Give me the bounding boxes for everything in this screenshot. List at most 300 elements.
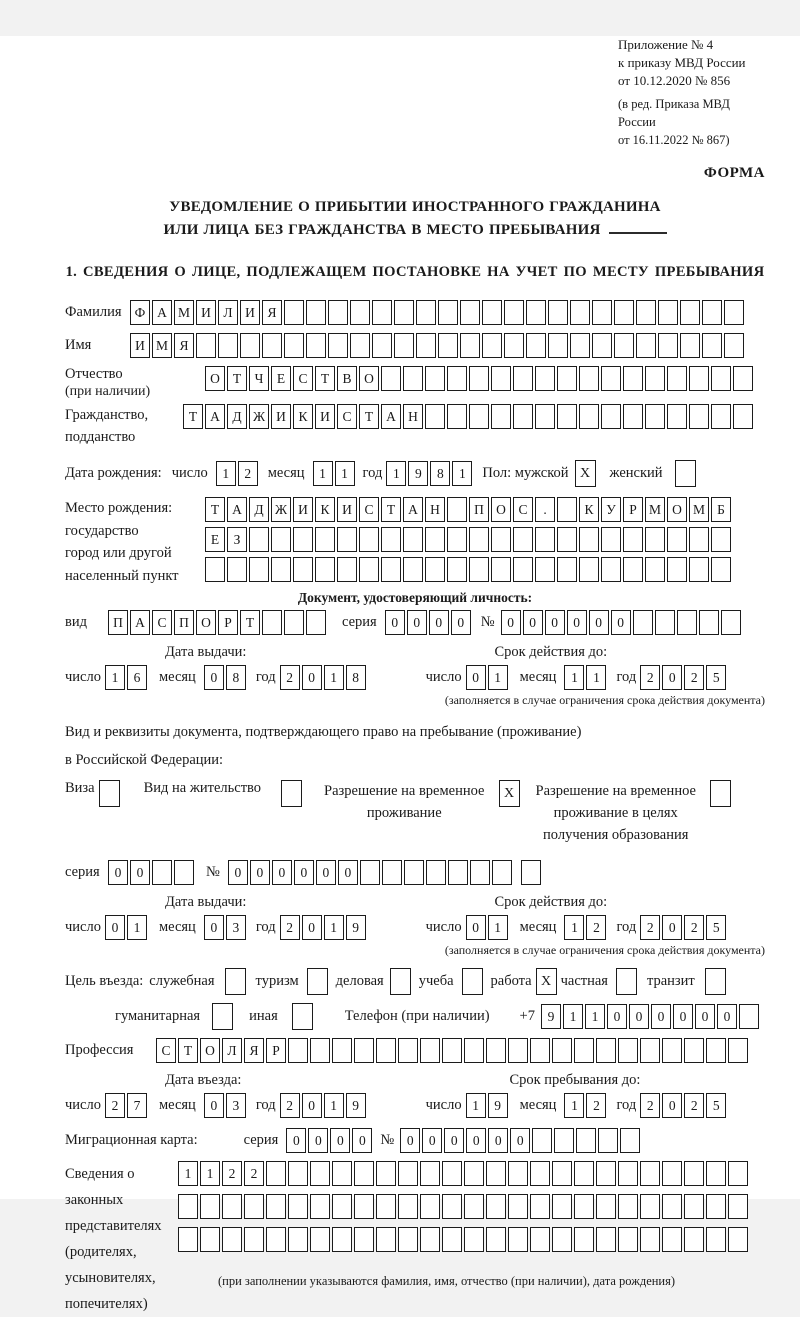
given-name-cells-char[interactable] <box>592 333 612 358</box>
profession-cells-char[interactable] <box>354 1038 374 1063</box>
representatives-cells-row2-char[interactable] <box>376 1194 396 1219</box>
birth-place-cells-row1-char[interactable]: У <box>601 497 621 522</box>
birth-place-cells-row2-char[interactable] <box>425 527 445 552</box>
id-number-cells-char[interactable] <box>699 610 719 635</box>
birth-place-cells-row1-char[interactable]: С <box>359 497 379 522</box>
representatives-cells-row3-char[interactable] <box>552 1227 572 1252</box>
citizenship-cells-char[interactable]: А <box>381 404 401 429</box>
birth-place-cells-row1-char[interactable] <box>447 497 467 522</box>
birth-place-cells-row1-char[interactable]: Т <box>381 497 401 522</box>
patronymic-cells-char[interactable] <box>557 366 577 391</box>
profession-cells-char[interactable] <box>332 1038 352 1063</box>
birth-month-cells-char[interactable]: 1 <box>335 461 355 486</box>
patronymic-cells-char[interactable] <box>403 366 423 391</box>
birth-place-cells-row1-char[interactable]: С <box>513 497 533 522</box>
citizenship-cells-char[interactable] <box>557 404 577 429</box>
patronymic-cells-char[interactable]: О <box>205 366 225 391</box>
birth-place-cells-row3-char[interactable] <box>205 557 225 582</box>
profession-cells-char[interactable] <box>596 1038 616 1063</box>
birth-place-cells-row3-char[interactable] <box>249 557 269 582</box>
given-name-cells-char[interactable] <box>482 333 502 358</box>
representatives-cells-row1-char[interactable] <box>332 1161 352 1186</box>
birth-place-cells-row2-char[interactable]: З <box>227 527 247 552</box>
patronymic-cells-char[interactable] <box>535 366 555 391</box>
birth-day-cells-char[interactable]: 1 <box>216 461 236 486</box>
permit-valid-year-cells-char[interactable]: 0 <box>662 915 682 940</box>
given-name-cells-char[interactable] <box>570 333 590 358</box>
birth-place-cells-row1-char[interactable]: М <box>689 497 709 522</box>
profession-cells-char[interactable]: Т <box>178 1038 198 1063</box>
birth-place-cells-row3-char[interactable] <box>711 557 731 582</box>
permit-series-cells-char[interactable] <box>174 860 194 885</box>
representatives-cells-row3-char[interactable] <box>508 1227 528 1252</box>
birth-place-cells-row1-char[interactable]: И <box>293 497 313 522</box>
checkbox-temp-residence[interactable]: X <box>499 780 520 807</box>
birth-place-cells-row2-char[interactable] <box>579 527 599 552</box>
given-name-cells-char[interactable] <box>262 333 282 358</box>
representatives-cells-row3-char[interactable] <box>200 1227 220 1252</box>
profession-cells-char[interactable] <box>530 1038 550 1063</box>
permit-valid-month-cells-char[interactable]: 1 <box>564 915 584 940</box>
migration-number-cells-char[interactable] <box>576 1128 596 1153</box>
birth-place-cells-row3-char[interactable] <box>601 557 621 582</box>
permit-issue-month-cells-char[interactable]: 3 <box>226 915 246 940</box>
id-valid-day-cells-char[interactable]: 1 <box>488 665 508 690</box>
id-issue-day-cells-char[interactable]: 1 <box>105 665 125 690</box>
representatives-cells-row1-char[interactable] <box>530 1161 550 1186</box>
patronymic-cells-char[interactable] <box>733 366 753 391</box>
permit-number-cells-char[interactable] <box>492 860 512 885</box>
citizenship-cells-char[interactable] <box>579 404 599 429</box>
phone-cells-char[interactable]: 0 <box>717 1004 737 1029</box>
birth-place-cells-row2-char[interactable] <box>689 527 709 552</box>
representatives-cells-row3-char[interactable] <box>706 1227 726 1252</box>
profession-cells-char[interactable] <box>464 1038 484 1063</box>
representatives-cells-row2-char[interactable] <box>420 1194 440 1219</box>
representatives-cells-row1-char[interactable] <box>376 1161 396 1186</box>
checkbox-purpose-other[interactable] <box>292 1003 313 1030</box>
given-name-cells-char[interactable] <box>658 333 678 358</box>
birth-place-cells-row3-char[interactable] <box>623 557 643 582</box>
patronymic-cells-char[interactable] <box>469 366 489 391</box>
permit-number-cells-char[interactable] <box>448 860 468 885</box>
profession-cells-char[interactable]: Л <box>222 1038 242 1063</box>
birth-place-cells-row3-char[interactable] <box>403 557 423 582</box>
permit-issue-month-cells-char[interactable]: 0 <box>204 915 224 940</box>
profession-cells-char[interactable]: С <box>156 1038 176 1063</box>
profession-cells-char[interactable] <box>574 1038 594 1063</box>
birth-place-cells-row2-char[interactable] <box>623 527 643 552</box>
permit-number-extra-cell-char[interactable] <box>521 860 541 885</box>
id-number-cells-char[interactable] <box>655 610 675 635</box>
representatives-cells-row3-char[interactable] <box>684 1227 704 1252</box>
stay-day-cells-char[interactable]: 1 <box>466 1093 486 1118</box>
patronymic-cells-char[interactable]: О <box>359 366 379 391</box>
birth-place-cells-row1-char[interactable]: О <box>667 497 687 522</box>
profession-cells-char[interactable] <box>376 1038 396 1063</box>
representatives-cells-row1-char[interactable]: 2 <box>222 1161 242 1186</box>
permit-issue-year-cells-char[interactable]: 1 <box>324 915 344 940</box>
birth-place-cells-row2-char[interactable] <box>535 527 555 552</box>
representatives-cells-row3-char[interactable] <box>486 1227 506 1252</box>
representatives-cells-row2-char[interactable] <box>618 1194 638 1219</box>
birth-place-cells-row2-char[interactable] <box>469 527 489 552</box>
surname-cells-char[interactable] <box>438 300 458 325</box>
given-name-cells-char[interactable]: И <box>130 333 150 358</box>
representatives-cells-row1-char[interactable] <box>486 1161 506 1186</box>
representatives-cells-row1-char[interactable] <box>640 1161 660 1186</box>
surname-cells-char[interactable] <box>306 300 326 325</box>
phone-cells-char[interactable]: 0 <box>651 1004 671 1029</box>
citizenship-cells-char[interactable] <box>491 404 511 429</box>
migration-number-cells-char[interactable] <box>554 1128 574 1153</box>
birth-place-cells-row3-char[interactable] <box>667 557 687 582</box>
surname-cells-char[interactable]: Л <box>218 300 238 325</box>
given-name-cells-char[interactable] <box>328 333 348 358</box>
permit-number-cells-char[interactable]: 0 <box>228 860 248 885</box>
profession-cells-char[interactable] <box>486 1038 506 1063</box>
permit-issue-day-cells-char[interactable]: 1 <box>127 915 147 940</box>
given-name-cells-char[interactable]: Я <box>174 333 194 358</box>
entry-day-cells-char[interactable]: 2 <box>105 1093 125 1118</box>
patronymic-cells-char[interactable] <box>645 366 665 391</box>
id-issue-year-cells-char[interactable]: 2 <box>280 665 300 690</box>
entry-day-cells-char[interactable]: 7 <box>127 1093 147 1118</box>
migration-number-cells-char[interactable]: 0 <box>422 1128 442 1153</box>
id-number-cells-char[interactable]: 0 <box>567 610 587 635</box>
given-name-cells-char[interactable] <box>438 333 458 358</box>
id-number-cells-char[interactable]: 0 <box>589 610 609 635</box>
citizenship-cells-char[interactable] <box>469 404 489 429</box>
phone-cells-char[interactable]: 1 <box>585 1004 605 1029</box>
migration-series-cells-char[interactable]: 0 <box>308 1128 328 1153</box>
id-series-cells-char[interactable]: 0 <box>407 610 427 635</box>
doc-kind-cells-char[interactable] <box>284 610 304 635</box>
birth-place-cells-row3-char[interactable] <box>447 557 467 582</box>
migration-number-cells-char[interactable] <box>598 1128 618 1153</box>
representatives-cells-row3-char[interactable] <box>530 1227 550 1252</box>
checkbox-purpose-work[interactable]: X <box>536 968 557 995</box>
representatives-cells-row3-char[interactable] <box>222 1227 242 1252</box>
checkbox-purpose-official[interactable] <box>225 968 246 995</box>
given-name-cells-char[interactable]: М <box>152 333 172 358</box>
representatives-cells-row2-char[interactable] <box>464 1194 484 1219</box>
id-valid-month-cells-char[interactable]: 1 <box>564 665 584 690</box>
birth-place-cells-row1-char[interactable]: . <box>535 497 555 522</box>
birth-place-cells-row2-char[interactable] <box>667 527 687 552</box>
stay-month-cells-char[interactable]: 1 <box>564 1093 584 1118</box>
checkbox-purpose-humanitarian[interactable] <box>212 1003 233 1030</box>
entry-year-cells-char[interactable]: 2 <box>280 1093 300 1118</box>
birth-place-cells-row3-char[interactable] <box>557 557 577 582</box>
profession-cells-char[interactable] <box>398 1038 418 1063</box>
patronymic-cells-char[interactable] <box>447 366 467 391</box>
id-issue-year-cells-char[interactable]: 0 <box>302 665 322 690</box>
surname-cells-char[interactable] <box>702 300 722 325</box>
given-name-cells-char[interactable] <box>284 333 304 358</box>
citizenship-cells-char[interactable]: Д <box>227 404 247 429</box>
representatives-cells-row2-char[interactable] <box>508 1194 528 1219</box>
doc-kind-cells-char[interactable]: Т <box>240 610 260 635</box>
birth-place-cells-row1-char[interactable]: И <box>337 497 357 522</box>
representatives-cells-row1-char[interactable]: 1 <box>178 1161 198 1186</box>
patronymic-cells-char[interactable]: С <box>293 366 313 391</box>
permit-issue-year-cells-char[interactable]: 2 <box>280 915 300 940</box>
citizenship-cells-char[interactable] <box>447 404 467 429</box>
stay-day-cells-char[interactable]: 9 <box>488 1093 508 1118</box>
surname-cells-char[interactable] <box>570 300 590 325</box>
representatives-cells-row1-char[interactable] <box>354 1161 374 1186</box>
representatives-cells-row1-char[interactable] <box>552 1161 572 1186</box>
representatives-cells-row3-char[interactable] <box>288 1227 308 1252</box>
surname-cells-char[interactable] <box>592 300 612 325</box>
id-valid-year-cells-char[interactable]: 2 <box>684 665 704 690</box>
stay-year-cells-char[interactable]: 0 <box>662 1093 682 1118</box>
permit-valid-year-cells-char[interactable]: 2 <box>684 915 704 940</box>
birth-year-cells-char[interactable]: 1 <box>386 461 406 486</box>
surname-cells-char[interactable] <box>680 300 700 325</box>
representatives-cells-row3-char[interactable] <box>640 1227 660 1252</box>
given-name-cells-char[interactable] <box>504 333 524 358</box>
patronymic-cells-char[interactable] <box>513 366 533 391</box>
surname-cells-char[interactable]: М <box>174 300 194 325</box>
representatives-cells-row3-char[interactable] <box>354 1227 374 1252</box>
permit-valid-day-cells-char[interactable]: 0 <box>466 915 486 940</box>
patronymic-cells-char[interactable] <box>667 366 687 391</box>
surname-cells-char[interactable] <box>460 300 480 325</box>
given-name-cells-char[interactable] <box>460 333 480 358</box>
birth-place-cells-row1-char[interactable]: А <box>403 497 423 522</box>
id-valid-year-cells-char[interactable]: 0 <box>662 665 682 690</box>
representatives-cells-row1-char[interactable] <box>464 1161 484 1186</box>
citizenship-cells-char[interactable] <box>689 404 709 429</box>
birth-day-cells-char[interactable]: 2 <box>238 461 258 486</box>
permit-number-cells-char[interactable] <box>404 860 424 885</box>
given-name-cells-char[interactable] <box>306 333 326 358</box>
birth-place-cells-row3-char[interactable] <box>645 557 665 582</box>
surname-cells-char[interactable]: А <box>152 300 172 325</box>
birth-place-cells-row1-char[interactable]: Т <box>205 497 225 522</box>
doc-kind-cells-char[interactable]: А <box>130 610 150 635</box>
representatives-cells-row2-char[interactable] <box>310 1194 330 1219</box>
citizenship-cells-char[interactable]: Т <box>359 404 379 429</box>
birth-place-cells-row1-char[interactable]: М <box>645 497 665 522</box>
citizenship-cells-char[interactable] <box>733 404 753 429</box>
checkbox-purpose-business[interactable] <box>390 968 411 995</box>
birth-place-cells-row3-char[interactable] <box>425 557 445 582</box>
profession-cells-char[interactable] <box>508 1038 528 1063</box>
citizenship-cells-char[interactable]: И <box>271 404 291 429</box>
checkbox-purpose-transit[interactable] <box>705 968 726 995</box>
doc-kind-cells-char[interactable] <box>262 610 282 635</box>
surname-cells-char[interactable]: И <box>240 300 260 325</box>
permit-number-cells-char[interactable] <box>382 860 402 885</box>
representatives-cells-row2-char[interactable] <box>706 1194 726 1219</box>
birth-place-cells-row3-char[interactable] <box>579 557 599 582</box>
representatives-cells-row2-char[interactable] <box>486 1194 506 1219</box>
patronymic-cells-char[interactable] <box>711 366 731 391</box>
representatives-cells-row3-char[interactable] <box>420 1227 440 1252</box>
profession-cells-char[interactable] <box>662 1038 682 1063</box>
surname-cells-char[interactable] <box>394 300 414 325</box>
patronymic-cells-char[interactable]: В <box>337 366 357 391</box>
representatives-cells-row3-char[interactable] <box>398 1227 418 1252</box>
stay-year-cells-char[interactable]: 2 <box>640 1093 660 1118</box>
entry-year-cells-char[interactable]: 1 <box>324 1093 344 1118</box>
migration-series-cells-char[interactable]: 0 <box>330 1128 350 1153</box>
id-series-cells-char[interactable]: 0 <box>451 610 471 635</box>
representatives-cells-row1-char[interactable] <box>662 1161 682 1186</box>
permit-number-cells-char[interactable]: 0 <box>272 860 292 885</box>
surname-cells-char[interactable]: Ф <box>130 300 150 325</box>
migration-number-cells-char[interactable]: 0 <box>510 1128 530 1153</box>
birth-place-cells-row2-char[interactable] <box>315 527 335 552</box>
id-series-cells-char[interactable]: 0 <box>385 610 405 635</box>
representatives-cells-row2-char[interactable] <box>222 1194 242 1219</box>
birth-place-cells-row3-char[interactable] <box>271 557 291 582</box>
id-number-cells-char[interactable] <box>677 610 697 635</box>
stay-year-cells-char[interactable]: 2 <box>684 1093 704 1118</box>
birth-place-cells-row2-char[interactable] <box>337 527 357 552</box>
id-issue-year-cells-char[interactable]: 1 <box>324 665 344 690</box>
id-issue-day-cells-char[interactable]: 6 <box>127 665 147 690</box>
permit-issue-day-cells-char[interactable]: 0 <box>105 915 125 940</box>
surname-cells-char[interactable] <box>416 300 436 325</box>
representatives-cells-row3-char[interactable] <box>596 1227 616 1252</box>
migration-number-cells-char[interactable]: 0 <box>444 1128 464 1153</box>
migration-number-cells-char[interactable]: 0 <box>488 1128 508 1153</box>
citizenship-cells-char[interactable]: А <box>205 404 225 429</box>
citizenship-cells-char[interactable] <box>623 404 643 429</box>
birth-place-cells-row1-char[interactable] <box>557 497 577 522</box>
birth-place-cells-row2-char[interactable] <box>359 527 379 552</box>
representatives-cells-row1-char[interactable] <box>288 1161 308 1186</box>
birth-year-cells-char[interactable]: 8 <box>430 461 450 486</box>
citizenship-cells-char[interactable] <box>667 404 687 429</box>
given-name-cells-char[interactable] <box>372 333 392 358</box>
birth-place-cells-row2-char[interactable] <box>403 527 423 552</box>
migration-series-cells-char[interactable]: 0 <box>352 1128 372 1153</box>
phone-cells-char[interactable]: 0 <box>695 1004 715 1029</box>
given-name-cells-char[interactable] <box>394 333 414 358</box>
permit-series-cells-char[interactable]: 0 <box>108 860 128 885</box>
id-issue-month-cells-char[interactable]: 0 <box>204 665 224 690</box>
representatives-cells-row1-char[interactable] <box>310 1161 330 1186</box>
permit-series-cells-char[interactable] <box>152 860 172 885</box>
birth-place-cells-row2-char[interactable] <box>557 527 577 552</box>
permit-valid-month-cells-char[interactable]: 2 <box>586 915 606 940</box>
permit-number-cells-char[interactable]: 0 <box>250 860 270 885</box>
birth-place-cells-row2-char[interactable] <box>711 527 731 552</box>
birth-place-cells-row3-char[interactable] <box>337 557 357 582</box>
citizenship-cells-char[interactable] <box>711 404 731 429</box>
id-number-cells-char[interactable]: 0 <box>501 610 521 635</box>
representatives-cells-row3-char[interactable] <box>728 1227 748 1252</box>
doc-kind-cells-char[interactable]: Р <box>218 610 238 635</box>
representatives-cells-row1-char[interactable] <box>574 1161 594 1186</box>
stay-month-cells-char[interactable]: 2 <box>586 1093 606 1118</box>
surname-cells-char[interactable]: И <box>196 300 216 325</box>
permit-valid-year-cells-char[interactable]: 5 <box>706 915 726 940</box>
surname-cells-char[interactable] <box>614 300 634 325</box>
patronymic-cells-char[interactable] <box>623 366 643 391</box>
surname-cells-char[interactable] <box>328 300 348 325</box>
representatives-cells-row3-char[interactable] <box>332 1227 352 1252</box>
checkbox-visa[interactable] <box>99 780 120 807</box>
phone-cells-char[interactable]: 0 <box>607 1004 627 1029</box>
birth-year-cells-char[interactable]: 9 <box>408 461 428 486</box>
birth-year-cells-char[interactable]: 1 <box>452 461 472 486</box>
representatives-cells-row2-char[interactable] <box>200 1194 220 1219</box>
representatives-cells-row1-char[interactable] <box>706 1161 726 1186</box>
patronymic-cells-char[interactable] <box>601 366 621 391</box>
birth-place-cells-row2-char[interactable] <box>491 527 511 552</box>
representatives-cells-row1-char[interactable] <box>442 1161 462 1186</box>
phone-cells-char[interactable]: 9 <box>541 1004 561 1029</box>
doc-kind-cells-char[interactable]: П <box>174 610 194 635</box>
given-name-cells-char[interactable] <box>548 333 568 358</box>
citizenship-cells-char[interactable]: Т <box>183 404 203 429</box>
surname-cells-char[interactable]: Я <box>262 300 282 325</box>
given-name-cells-char[interactable] <box>526 333 546 358</box>
birth-place-cells-row2-char[interactable] <box>293 527 313 552</box>
birth-place-cells-row3-char[interactable] <box>513 557 533 582</box>
representatives-cells-row2-char[interactable] <box>640 1194 660 1219</box>
profession-cells-char[interactable] <box>310 1038 330 1063</box>
representatives-cells-row3-char[interactable] <box>662 1227 682 1252</box>
profession-cells-char[interactable] <box>728 1038 748 1063</box>
birth-place-cells-row1-char[interactable]: О <box>491 497 511 522</box>
profession-cells-char[interactable]: Р <box>266 1038 286 1063</box>
patronymic-cells-char[interactable]: Ч <box>249 366 269 391</box>
birth-place-cells-row1-char[interactable]: П <box>469 497 489 522</box>
id-series-cells-char[interactable]: 0 <box>429 610 449 635</box>
given-name-cells-char[interactable] <box>702 333 722 358</box>
citizenship-cells-char[interactable]: Ж <box>249 404 269 429</box>
permit-valid-year-cells-char[interactable]: 2 <box>640 915 660 940</box>
birth-place-cells-row3-char[interactable] <box>491 557 511 582</box>
checkbox-female[interactable] <box>675 460 696 487</box>
citizenship-cells-char[interactable]: Н <box>403 404 423 429</box>
birth-place-cells-row1-char[interactable]: Ж <box>271 497 291 522</box>
representatives-cells-row2-char[interactable] <box>332 1194 352 1219</box>
permit-number-cells-char[interactable] <box>470 860 490 885</box>
permit-series-cells-char[interactable]: 0 <box>130 860 150 885</box>
id-number-cells-char[interactable]: 0 <box>523 610 543 635</box>
representatives-cells-row2-char[interactable] <box>266 1194 286 1219</box>
birth-place-cells-row3-char[interactable] <box>293 557 313 582</box>
birth-place-cells-row2-char[interactable]: Е <box>205 527 225 552</box>
representatives-cells-row1-char[interactable]: 1 <box>200 1161 220 1186</box>
surname-cells-char[interactable] <box>548 300 568 325</box>
permit-valid-day-cells-char[interactable]: 1 <box>488 915 508 940</box>
representatives-cells-row2-char[interactable] <box>662 1194 682 1219</box>
permit-number-cells-char[interactable]: 0 <box>316 860 336 885</box>
profession-cells-char[interactable] <box>640 1038 660 1063</box>
given-name-cells-char[interactable] <box>636 333 656 358</box>
representatives-cells-row3-char[interactable] <box>464 1227 484 1252</box>
patronymic-cells-char[interactable] <box>491 366 511 391</box>
permit-number-cells-char[interactable]: 0 <box>294 860 314 885</box>
representatives-cells-row1-char[interactable] <box>398 1161 418 1186</box>
id-number-cells-char[interactable] <box>721 610 741 635</box>
id-issue-year-cells-char[interactable]: 8 <box>346 665 366 690</box>
profession-cells-char[interactable]: Я <box>244 1038 264 1063</box>
surname-cells-char[interactable] <box>724 300 744 325</box>
patronymic-cells-char[interactable] <box>689 366 709 391</box>
birth-place-cells-row3-char[interactable] <box>381 557 401 582</box>
birth-place-cells-row1-char[interactable]: Д <box>249 497 269 522</box>
